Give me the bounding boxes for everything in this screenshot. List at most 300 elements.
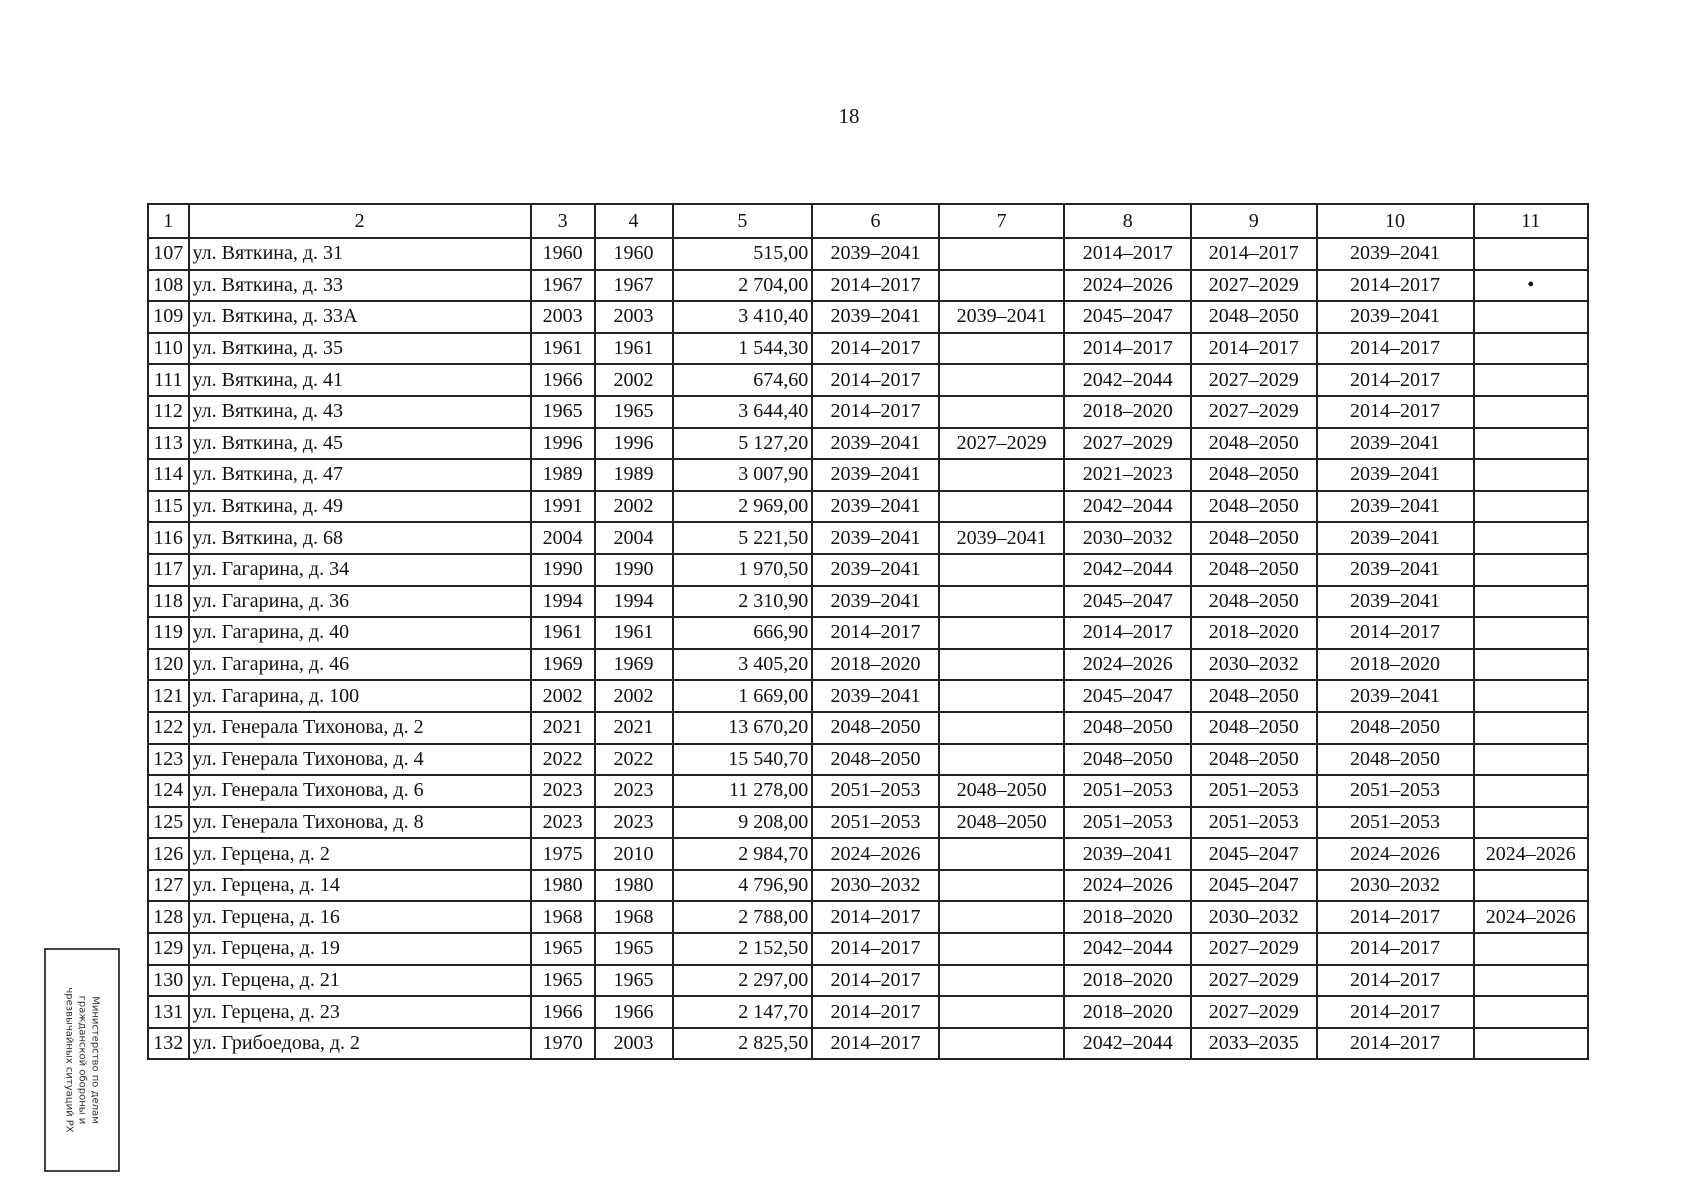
- table-row: [148, 996, 1588, 1028]
- period-col-11-cell: [1474, 870, 1589, 902]
- period-col-10-cell: 2014–2017: [1317, 617, 1474, 649]
- period-col-8-cell: 2042–2044: [1064, 1028, 1191, 1060]
- row-number-cell: 119: [148, 617, 189, 649]
- build-year-cell: 1967: [531, 270, 595, 302]
- period-col-8-cell: 2042–2044: [1064, 364, 1191, 396]
- period-col-10-cell: 2014–2017: [1317, 396, 1474, 428]
- table-row: [148, 712, 1588, 744]
- period-col-9-cell: 2030–2032: [1191, 649, 1317, 681]
- period-col-10-cell: 2048–2050: [1317, 712, 1474, 744]
- period-col-6-cell: 2039–2041: [812, 491, 939, 523]
- period-col-10-cell: 2014–2017: [1317, 333, 1474, 365]
- period-col-10-cell: 2014–2017: [1317, 965, 1474, 997]
- period-col-10-cell: 2030–2032: [1317, 870, 1474, 902]
- column-header-5: 5: [673, 204, 813, 238]
- period-col-6-cell: 2051–2053: [812, 775, 939, 807]
- period-col-11-cell: [1474, 586, 1589, 618]
- row-number-cell: 109: [148, 301, 189, 333]
- period-col-11-cell: [1474, 775, 1589, 807]
- column-header-11: 11: [1474, 204, 1589, 238]
- period-col-8-cell: 2024–2026: [1064, 649, 1191, 681]
- table-row: [148, 586, 1588, 618]
- period-col-6-cell: 2039–2041: [812, 554, 939, 586]
- build-year-cell: 1969: [531, 649, 595, 681]
- build-year-cell: 1960: [531, 238, 595, 270]
- period-col-6-cell: 2048–2050: [812, 744, 939, 776]
- address-cell: ул. Вяткина, д. 68: [189, 522, 531, 554]
- period-col-6-cell: 2030–2032: [812, 870, 939, 902]
- period-col-11-cell: [1474, 554, 1589, 586]
- reconstruction-year-cell: 1967: [595, 270, 673, 302]
- area-value-cell: 1 669,00: [673, 680, 813, 712]
- build-year-cell: 2021: [531, 712, 595, 744]
- address-cell: ул. Гагарина, д. 100: [189, 680, 531, 712]
- period-col-8-cell: 2024–2026: [1064, 270, 1191, 302]
- build-year-cell: 1961: [531, 617, 595, 649]
- row-number-cell: 118: [148, 586, 189, 618]
- area-value-cell: 2 147,70: [673, 996, 813, 1028]
- area-value-cell: 3 007,90: [673, 459, 813, 491]
- reconstruction-year-cell: 1989: [595, 459, 673, 491]
- period-col-9-cell: 2048–2050: [1191, 680, 1317, 712]
- period-col-7-cell: [939, 901, 1065, 933]
- area-value-cell: 2 310,90: [673, 586, 813, 618]
- period-col-11-cell: 2024–2026: [1474, 838, 1589, 870]
- build-year-cell: 2023: [531, 807, 595, 839]
- address-cell: ул. Вяткина, д. 45: [189, 428, 531, 460]
- period-col-9-cell: 2045–2047: [1191, 838, 1317, 870]
- period-col-6-cell: 2048–2050: [812, 712, 939, 744]
- period-col-6-cell: 2014–2017: [812, 1028, 939, 1060]
- reconstruction-year-cell: 2023: [595, 807, 673, 839]
- page-number: 18: [838, 104, 860, 128]
- period-col-7-cell: [939, 996, 1065, 1028]
- period-col-11-cell: [1474, 649, 1589, 681]
- period-col-6-cell: 2039–2041: [812, 459, 939, 491]
- row-number-cell: 130: [148, 965, 189, 997]
- period-col-6-cell: 2039–2041: [812, 428, 939, 460]
- period-col-8-cell: 2014–2017: [1064, 617, 1191, 649]
- table-row: [148, 459, 1588, 491]
- period-col-11-cell: [1474, 459, 1589, 491]
- address-cell: ул. Генерала Тихонова, д. 4: [189, 744, 531, 776]
- period-col-7-cell: [939, 1028, 1065, 1060]
- period-col-10-cell: 2014–2017: [1317, 364, 1474, 396]
- table-row: [148, 807, 1588, 839]
- row-number-cell: 115: [148, 491, 189, 523]
- table-row: [148, 238, 1588, 270]
- period-col-10-cell: 2014–2017: [1317, 270, 1474, 302]
- area-value-cell: 2 297,00: [673, 965, 813, 997]
- build-year-cell: 1968: [531, 901, 595, 933]
- table-row: [148, 270, 1588, 302]
- reconstruction-year-cell: 1965: [595, 396, 673, 428]
- period-col-9-cell: 2027–2029: [1191, 933, 1317, 965]
- reconstruction-year-cell: 2002: [595, 491, 673, 523]
- period-col-7-cell: 2027–2029: [939, 428, 1065, 460]
- period-col-6-cell: 2014–2017: [812, 901, 939, 933]
- period-col-9-cell: 2045–2047: [1191, 870, 1317, 902]
- period-col-8-cell: 2048–2050: [1064, 712, 1191, 744]
- reconstruction-year-cell: 2003: [595, 1028, 673, 1060]
- area-value-cell: 3 410,40: [673, 301, 813, 333]
- area-value-cell: 3 644,40: [673, 396, 813, 428]
- period-col-8-cell: 2045–2047: [1064, 586, 1191, 618]
- row-number-cell: 122: [148, 712, 189, 744]
- period-col-7-cell: [939, 933, 1065, 965]
- area-value-cell: 515,00: [673, 238, 813, 270]
- period-col-9-cell: 2048–2050: [1191, 744, 1317, 776]
- row-number-cell: 111: [148, 364, 189, 396]
- reconstruction-year-cell: 1990: [595, 554, 673, 586]
- address-cell: ул. Герцена, д. 2: [189, 838, 531, 870]
- row-number-cell: 132: [148, 1028, 189, 1060]
- column-header-3: 3: [531, 204, 595, 238]
- row-number-cell: 117: [148, 554, 189, 586]
- period-col-6-cell: 2039–2041: [812, 301, 939, 333]
- period-col-9-cell: 2048–2050: [1191, 428, 1317, 460]
- address-cell: ул. Генерала Тихонова, д. 8: [189, 807, 531, 839]
- period-col-6-cell: 2014–2017: [812, 396, 939, 428]
- table-row: [148, 744, 1588, 776]
- row-number-cell: 112: [148, 396, 189, 428]
- address-cell: ул. Гагарина, д. 34: [189, 554, 531, 586]
- row-number-cell: 128: [148, 901, 189, 933]
- build-year-cell: 1966: [531, 996, 595, 1028]
- build-year-cell: 1965: [531, 965, 595, 997]
- build-year-cell: 1990: [531, 554, 595, 586]
- table-row: [148, 901, 1588, 933]
- row-number-cell: 110: [148, 333, 189, 365]
- column-header-4: 4: [595, 204, 673, 238]
- table-row: [148, 933, 1588, 965]
- period-col-6-cell: 2014–2017: [812, 364, 939, 396]
- table-row: [148, 1028, 1588, 1060]
- build-year-cell: 1994: [531, 586, 595, 618]
- period-col-8-cell: 2021–2023: [1064, 459, 1191, 491]
- period-col-11-cell: [1474, 333, 1589, 365]
- period-col-8-cell: 2018–2020: [1064, 901, 1191, 933]
- reconstruction-year-cell: 2002: [595, 364, 673, 396]
- period-col-11-cell: •: [1474, 270, 1589, 302]
- reconstruction-year-cell: 2002: [595, 680, 673, 712]
- period-col-9-cell: 2027–2029: [1191, 996, 1317, 1028]
- reconstruction-year-cell: 2004: [595, 522, 673, 554]
- build-year-cell: 2023: [531, 775, 595, 807]
- area-value-cell: 13 670,20: [673, 712, 813, 744]
- period-col-11-cell: [1474, 712, 1589, 744]
- reconstruction-year-cell: 1994: [595, 586, 673, 618]
- period-col-6-cell: 2039–2041: [812, 680, 939, 712]
- address-cell: ул. Герцена, д. 23: [189, 996, 531, 1028]
- period-col-8-cell: 2018–2020: [1064, 396, 1191, 428]
- period-col-8-cell: 2045–2047: [1064, 301, 1191, 333]
- row-number-cell: 127: [148, 870, 189, 902]
- table-row: [148, 870, 1588, 902]
- address-cell: ул. Вяткина, д. 49: [189, 491, 531, 523]
- build-year-cell: 1991: [531, 491, 595, 523]
- table-row: [148, 491, 1588, 523]
- period-col-6-cell: 2014–2017: [812, 933, 939, 965]
- address-cell: ул. Вяткина, д. 43: [189, 396, 531, 428]
- area-value-cell: 5 127,20: [673, 428, 813, 460]
- period-col-10-cell: 2039–2041: [1317, 491, 1474, 523]
- period-col-8-cell: 2014–2017: [1064, 238, 1191, 270]
- period-col-11-cell: [1474, 965, 1589, 997]
- period-col-9-cell: 2048–2050: [1191, 491, 1317, 523]
- period-col-8-cell: 2045–2047: [1064, 680, 1191, 712]
- row-number-cell: 108: [148, 270, 189, 302]
- period-col-9-cell: 2027–2029: [1191, 965, 1317, 997]
- period-col-7-cell: [939, 680, 1065, 712]
- table-row: [148, 775, 1588, 807]
- period-col-9-cell: 2048–2050: [1191, 712, 1317, 744]
- area-value-cell: 2 825,50: [673, 1028, 813, 1060]
- table-row: [148, 396, 1588, 428]
- build-year-cell: 2002: [531, 680, 595, 712]
- row-number-cell: 123: [148, 744, 189, 776]
- row-number-cell: 125: [148, 807, 189, 839]
- period-col-10-cell: 2039–2041: [1317, 522, 1474, 554]
- period-col-6-cell: 2051–2053: [812, 807, 939, 839]
- period-col-10-cell: 2039–2041: [1317, 680, 1474, 712]
- row-number-cell: 124: [148, 775, 189, 807]
- period-col-9-cell: 2014–2017: [1191, 333, 1317, 365]
- period-col-8-cell: 2051–2053: [1064, 775, 1191, 807]
- reconstruction-year-cell: 1980: [595, 870, 673, 902]
- period-col-6-cell: 2024–2026: [812, 838, 939, 870]
- period-col-10-cell: 2048–2050: [1317, 744, 1474, 776]
- area-value-cell: 674,60: [673, 364, 813, 396]
- period-col-9-cell: 2014–2017: [1191, 238, 1317, 270]
- reconstruction-year-cell: 2003: [595, 301, 673, 333]
- area-value-cell: 4 796,90: [673, 870, 813, 902]
- period-col-8-cell: 2042–2044: [1064, 554, 1191, 586]
- row-number-cell: 116: [148, 522, 189, 554]
- period-col-9-cell: 2048–2050: [1191, 459, 1317, 491]
- build-year-cell: 1961: [531, 333, 595, 365]
- period-col-8-cell: 2018–2020: [1064, 965, 1191, 997]
- period-col-7-cell: [939, 838, 1065, 870]
- period-col-9-cell: 2030–2032: [1191, 901, 1317, 933]
- period-col-9-cell: 2051–2053: [1191, 775, 1317, 807]
- period-col-6-cell: 2018–2020: [812, 649, 939, 681]
- period-col-11-cell: [1474, 617, 1589, 649]
- period-col-9-cell: 2051–2053: [1191, 807, 1317, 839]
- area-value-cell: 2 704,00: [673, 270, 813, 302]
- row-number-cell: 107: [148, 238, 189, 270]
- build-year-cell: 1989: [531, 459, 595, 491]
- row-number-cell: 113: [148, 428, 189, 460]
- period-col-11-cell: [1474, 396, 1589, 428]
- reconstruction-year-cell: 1961: [595, 617, 673, 649]
- period-col-7-cell: [939, 712, 1065, 744]
- period-col-9-cell: 2027–2029: [1191, 364, 1317, 396]
- period-col-7-cell: [939, 364, 1065, 396]
- address-cell: ул. Генерала Тихонова, д. 6: [189, 775, 531, 807]
- table-row: [148, 617, 1588, 649]
- column-header-9: 9: [1191, 204, 1317, 238]
- period-col-10-cell: 2039–2041: [1317, 301, 1474, 333]
- period-col-11-cell: [1474, 522, 1589, 554]
- area-value-cell: 1 970,50: [673, 554, 813, 586]
- area-value-cell: 11 278,00: [673, 775, 813, 807]
- period-col-9-cell: 2048–2050: [1191, 522, 1317, 554]
- period-col-11-cell: [1474, 996, 1589, 1028]
- period-col-11-cell: 2024–2026: [1474, 901, 1589, 933]
- area-value-cell: 2 152,50: [673, 933, 813, 965]
- table-row: [148, 649, 1588, 681]
- reconstruction-year-cell: 1965: [595, 965, 673, 997]
- period-col-7-cell: [939, 649, 1065, 681]
- period-col-11-cell: [1474, 680, 1589, 712]
- period-col-7-cell: [939, 744, 1065, 776]
- period-col-10-cell: 2039–2041: [1317, 238, 1474, 270]
- period-col-10-cell: 2024–2026: [1317, 838, 1474, 870]
- address-cell: ул. Вяткина, д. 47: [189, 459, 531, 491]
- column-header-1: 1: [148, 204, 189, 238]
- reconstruction-year-cell: 1968: [595, 901, 673, 933]
- period-col-10-cell: 2051–2053: [1317, 775, 1474, 807]
- period-col-7-cell: [939, 965, 1065, 997]
- period-col-6-cell: 2014–2017: [812, 965, 939, 997]
- period-col-11-cell: [1474, 238, 1589, 270]
- build-year-cell: 1996: [531, 428, 595, 460]
- address-cell: ул. Герцена, д. 21: [189, 965, 531, 997]
- area-value-cell: 15 540,70: [673, 744, 813, 776]
- address-cell: ул. Вяткина, д. 31: [189, 238, 531, 270]
- table-row: [148, 965, 1588, 997]
- period-col-11-cell: [1474, 1028, 1589, 1060]
- period-col-11-cell: [1474, 364, 1589, 396]
- address-cell: ул. Гагарина, д. 40: [189, 617, 531, 649]
- period-col-10-cell: 2018–2020: [1317, 649, 1474, 681]
- reconstruction-year-cell: 1965: [595, 933, 673, 965]
- period-col-6-cell: 2014–2017: [812, 996, 939, 1028]
- reconstruction-year-cell: 2010: [595, 838, 673, 870]
- address-cell: ул. Герцена, д. 19: [189, 933, 531, 965]
- area-value-cell: 5 221,50: [673, 522, 813, 554]
- period-col-8-cell: 2042–2044: [1064, 933, 1191, 965]
- address-cell: ул. Генерала Тихонова, д. 2: [189, 712, 531, 744]
- column-header-6: 6: [812, 204, 939, 238]
- period-col-7-cell: [939, 238, 1065, 270]
- period-col-8-cell: 2048–2050: [1064, 744, 1191, 776]
- address-cell: ул. Герцена, д. 16: [189, 901, 531, 933]
- table-row: [148, 428, 1588, 460]
- table-row: [148, 522, 1588, 554]
- archive-stamp: [44, 948, 120, 1172]
- period-col-11-cell: [1474, 428, 1589, 460]
- stamp-text: Министерство по делам гражданской обороны и чрезвычайных ситуаций РХ: [63, 987, 101, 1133]
- period-col-9-cell: 2048–2050: [1191, 554, 1317, 586]
- reconstruction-year-cell: 2023: [595, 775, 673, 807]
- reconstruction-year-cell: 2022: [595, 744, 673, 776]
- build-year-cell: 1970: [531, 1028, 595, 1060]
- table-row: [148, 838, 1588, 870]
- build-year-cell: 2004: [531, 522, 595, 554]
- period-col-6-cell: 2014–2017: [812, 617, 939, 649]
- area-value-cell: 2 788,00: [673, 901, 813, 933]
- period-col-7-cell: [939, 333, 1065, 365]
- period-col-10-cell: 2039–2041: [1317, 428, 1474, 460]
- period-col-7-cell: [939, 396, 1065, 428]
- period-col-8-cell: 2030–2032: [1064, 522, 1191, 554]
- address-cell: ул. Вяткина, д. 41: [189, 364, 531, 396]
- row-number-cell: 131: [148, 996, 189, 1028]
- area-value-cell: 2 969,00: [673, 491, 813, 523]
- period-col-6-cell: 2039–2041: [812, 586, 939, 618]
- reconstruction-year-cell: 1996: [595, 428, 673, 460]
- reconstruction-year-cell: 1969: [595, 649, 673, 681]
- period-col-10-cell: 2039–2041: [1317, 459, 1474, 491]
- period-col-8-cell: 2018–2020: [1064, 996, 1191, 1028]
- period-col-7-cell: [939, 870, 1065, 902]
- area-value-cell: 666,90: [673, 617, 813, 649]
- table-row: [148, 364, 1588, 396]
- period-col-9-cell: 2027–2029: [1191, 396, 1317, 428]
- table-row: [148, 680, 1588, 712]
- row-number-cell: 120: [148, 649, 189, 681]
- period-col-8-cell: 2027–2029: [1064, 428, 1191, 460]
- period-col-7-cell: 2048–2050: [939, 775, 1065, 807]
- reconstruction-year-cell: 1960: [595, 238, 673, 270]
- period-col-7-cell: 2048–2050: [939, 807, 1065, 839]
- row-number-cell: 114: [148, 459, 189, 491]
- table-row: [148, 333, 1588, 365]
- period-col-11-cell: [1474, 301, 1589, 333]
- build-year-cell: 1965: [531, 933, 595, 965]
- period-col-6-cell: 2039–2041: [812, 238, 939, 270]
- address-cell: ул. Гагарина, д. 36: [189, 586, 531, 618]
- address-cell: ул. Грибоедова, д. 2: [189, 1028, 531, 1060]
- address-cell: ул. Вяткина, д. 35: [189, 333, 531, 365]
- period-col-11-cell: [1474, 744, 1589, 776]
- period-col-7-cell: [939, 491, 1065, 523]
- period-col-7-cell: 2039–2041: [939, 522, 1065, 554]
- period-col-7-cell: 2039–2041: [939, 301, 1065, 333]
- period-col-7-cell: [939, 270, 1065, 302]
- period-col-7-cell: [939, 554, 1065, 586]
- column-header-7: 7: [939, 204, 1065, 238]
- area-value-cell: 2 984,70: [673, 838, 813, 870]
- build-year-cell: 1980: [531, 870, 595, 902]
- area-value-cell: 3 405,20: [673, 649, 813, 681]
- period-col-10-cell: 2039–2041: [1317, 554, 1474, 586]
- period-col-8-cell: 2042–2044: [1064, 491, 1191, 523]
- table-header-row: [148, 204, 1588, 238]
- period-col-10-cell: 2014–2017: [1317, 901, 1474, 933]
- column-header-2: 2: [189, 204, 531, 238]
- area-value-cell: 1 544,30: [673, 333, 813, 365]
- build-year-cell: 2022: [531, 744, 595, 776]
- reconstruction-year-cell: 1966: [595, 996, 673, 1028]
- period-col-8-cell: 2024–2026: [1064, 870, 1191, 902]
- area-value-cell: 9 208,00: [673, 807, 813, 839]
- table-row: [148, 301, 1588, 333]
- period-col-6-cell: 2014–2017: [812, 270, 939, 302]
- row-number-cell: 129: [148, 933, 189, 965]
- table-row: [148, 554, 1588, 586]
- period-col-8-cell: 2039–2041: [1064, 838, 1191, 870]
- period-col-9-cell: 2048–2050: [1191, 586, 1317, 618]
- period-col-9-cell: 2018–2020: [1191, 617, 1317, 649]
- period-col-11-cell: [1474, 933, 1589, 965]
- build-year-cell: 1966: [531, 364, 595, 396]
- period-col-8-cell: 2051–2053: [1064, 807, 1191, 839]
- reconstruction-year-cell: 2021: [595, 712, 673, 744]
- period-col-10-cell: 2051–2053: [1317, 807, 1474, 839]
